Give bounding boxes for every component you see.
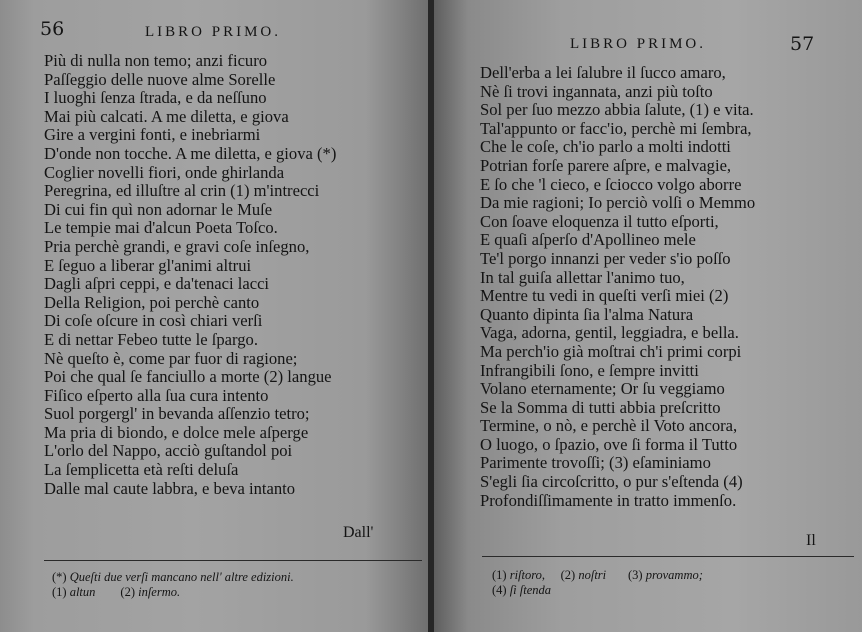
verse-line: E ſo che 'l cieco, e ſciocco volgo aborre xyxy=(480,174,742,194)
footnote-text: noſtri xyxy=(578,568,607,582)
verse-line: D'onde non tocche. A me diletta, e giova (*) xyxy=(44,143,337,163)
verse-line: O luogo, o ſpazio, ove ſi forma il Tutto xyxy=(480,434,738,454)
verse-line: S'egli ſia circoſcritto, o pur s'eſtenda (4) xyxy=(480,472,743,492)
catchword-right: Il xyxy=(806,532,816,549)
footnote-rule-left xyxy=(44,560,422,561)
verse-line: Termine, o nò, e perchè il Voto ancora, xyxy=(480,416,738,436)
verse-line: La ſemplicetta età reſti deluſa xyxy=(44,460,239,480)
verse-line: Te'l porgo innanzi per veder s'io poſſo xyxy=(480,248,731,268)
verse-line: Profondiſſimamente in tratto immenſo. xyxy=(480,490,737,510)
page-number-left: 56 xyxy=(40,18,65,40)
verse-line: In tal guiſa allettar l'animo tuo, xyxy=(480,267,685,287)
verse-line: Suol porgergl' in bevanda aſſenzio tetro; xyxy=(44,404,310,424)
running-head-left: LIBRO PRIMO. xyxy=(145,24,282,40)
verse-line: Parimente trovoſſi; (3) eſaminiamo xyxy=(480,453,711,473)
verse-line: Nè ſi trovi ingannata, anzi più toſto xyxy=(480,81,713,101)
footnote-text: provammo; xyxy=(645,568,703,582)
verse-line: Ma perch'io già moſtrai ch'i primi corpi xyxy=(480,341,742,361)
verse-line: Peregrina, ed illuſtre al crin (1) m'intrecci xyxy=(44,181,320,201)
verse-line: Dell'erba a lei ſalubre il ſucco amaro, xyxy=(480,63,726,82)
left-page xyxy=(0,0,430,632)
footnote-left-2 xyxy=(52,585,294,600)
footnote-rule-right xyxy=(482,556,854,557)
footnote-mark: (*) xyxy=(52,570,67,584)
verse-line: Le tempie mai d'alcun Poeta Toſco. xyxy=(44,218,278,238)
verse-line: Più di nulla non temo; anzi ficuro xyxy=(44,51,268,70)
verse-line: E di nettar Febeo tutte le ſpargo. xyxy=(44,329,258,349)
footnote-text: Queſti due verſi mancano nell' altre edizioni. xyxy=(69,570,294,584)
verse-line: Gire a vergini fonti, e inebriarmi xyxy=(44,125,261,145)
verse-line: Fiſico eſperto alla ſua cura intento xyxy=(44,385,269,405)
verse-line: Della Religion, poi perchè canto xyxy=(44,292,260,312)
verse-line: Coglier novelli fiori, onde ghirlanda xyxy=(44,162,285,182)
verse-line: Potrian forſe parere aſpre, e malvagie, xyxy=(480,155,732,175)
footnote-mark: (2) xyxy=(560,568,576,582)
verse-line: Pria perchè grandi, e gravi coſe inſegno, xyxy=(44,236,310,256)
verse-line: Sol per ſuo mezzo abbia ſalute, (1) e vita. xyxy=(480,100,754,120)
footnotes-left xyxy=(52,570,294,600)
footnote-mark: (1) xyxy=(492,568,507,582)
verse-line: Poi che qual ſe fanciullo a morte (2) langue xyxy=(44,367,332,387)
verse-line: Infrangibili ſono, e ſempre invitti xyxy=(480,360,699,380)
right-page xyxy=(434,0,862,632)
footnote-mark: (2) xyxy=(120,585,135,599)
footnote-left-1 xyxy=(52,570,294,585)
verse-line: Vaga, adorna, gentil, leggiadra, e bella. xyxy=(480,323,739,343)
verse-line: Dagli aſpri ceppi, e da'tenaci lacci xyxy=(44,274,270,294)
footnote-text: ſi ſtenda xyxy=(509,583,552,597)
verse-line: Quanto dipinta ſia l'alma Natura xyxy=(480,304,694,324)
running-head-right: LIBRO PRIMO. xyxy=(570,36,707,52)
footnote-mark: (1) xyxy=(52,585,67,599)
footnote-mark: (3) xyxy=(628,568,643,582)
verse-line: Nè queſto è, come par fuor di ragione; xyxy=(44,348,298,368)
verse-line: Con ſoave eloquenza il tutto eſporti, xyxy=(480,211,719,231)
verse-line: Ma pria di biondo, e dolce mele aſperge xyxy=(44,422,309,442)
verse-line: Paſſeggio delle nuove alme Sorelle xyxy=(44,69,276,89)
verse-line: I luoghi ſenza ſtrada, e da neſſuno xyxy=(44,88,267,108)
catchword-left: Dall' xyxy=(343,524,374,541)
footnote-right-1: (1) riſtoro, (2) noſtri (3) provammo; xyxy=(492,568,703,582)
footnotes-right xyxy=(492,568,703,598)
verse-line: Da mie ragioni; Io perciò volſi o Memmo xyxy=(480,193,756,213)
verse-block-left xyxy=(44,52,336,498)
verse-line: Se la Somma di tutti abbia preſcritto xyxy=(480,397,721,417)
footnote-text: riſtoro xyxy=(509,568,542,582)
footnote-text: altun xyxy=(69,585,96,599)
verse-line: Di coſe oſcure in così chiari verſi xyxy=(44,311,263,331)
verse-line: Volano eternamente; Or ſu veggiamo xyxy=(480,379,725,399)
footnote-mark: (4) xyxy=(492,583,507,597)
footnote-text: inſermo. xyxy=(138,585,181,599)
verse-line: Mentre tu vedi in queſti verſi miei (2) xyxy=(480,286,729,306)
verse-line: Di cui fin quì non adornar le Muſe xyxy=(44,199,273,219)
verse-line: Che le coſe, ch'io parlo a molti indotti xyxy=(480,137,731,157)
verse-line: Mai più calcati. A me diletta, e giova xyxy=(44,106,289,126)
verse-line: Dalle mal caute labbra, e beva intanto xyxy=(44,478,296,498)
verse-line: L'orlo del Nappo, acciò guſtandol poi xyxy=(44,441,293,461)
verse-line: Tal'appunto or facc'io, perchè mi ſembra, xyxy=(480,118,752,138)
verse-line: E ſeguo a liberar gl'animi altrui xyxy=(44,255,252,275)
verse-block-right xyxy=(480,64,755,510)
page-number-right: 57 xyxy=(790,33,815,55)
footnote-right-2 xyxy=(492,583,703,598)
verse-line: E quaſi aſperſo d'Apollineo mele xyxy=(480,230,696,250)
